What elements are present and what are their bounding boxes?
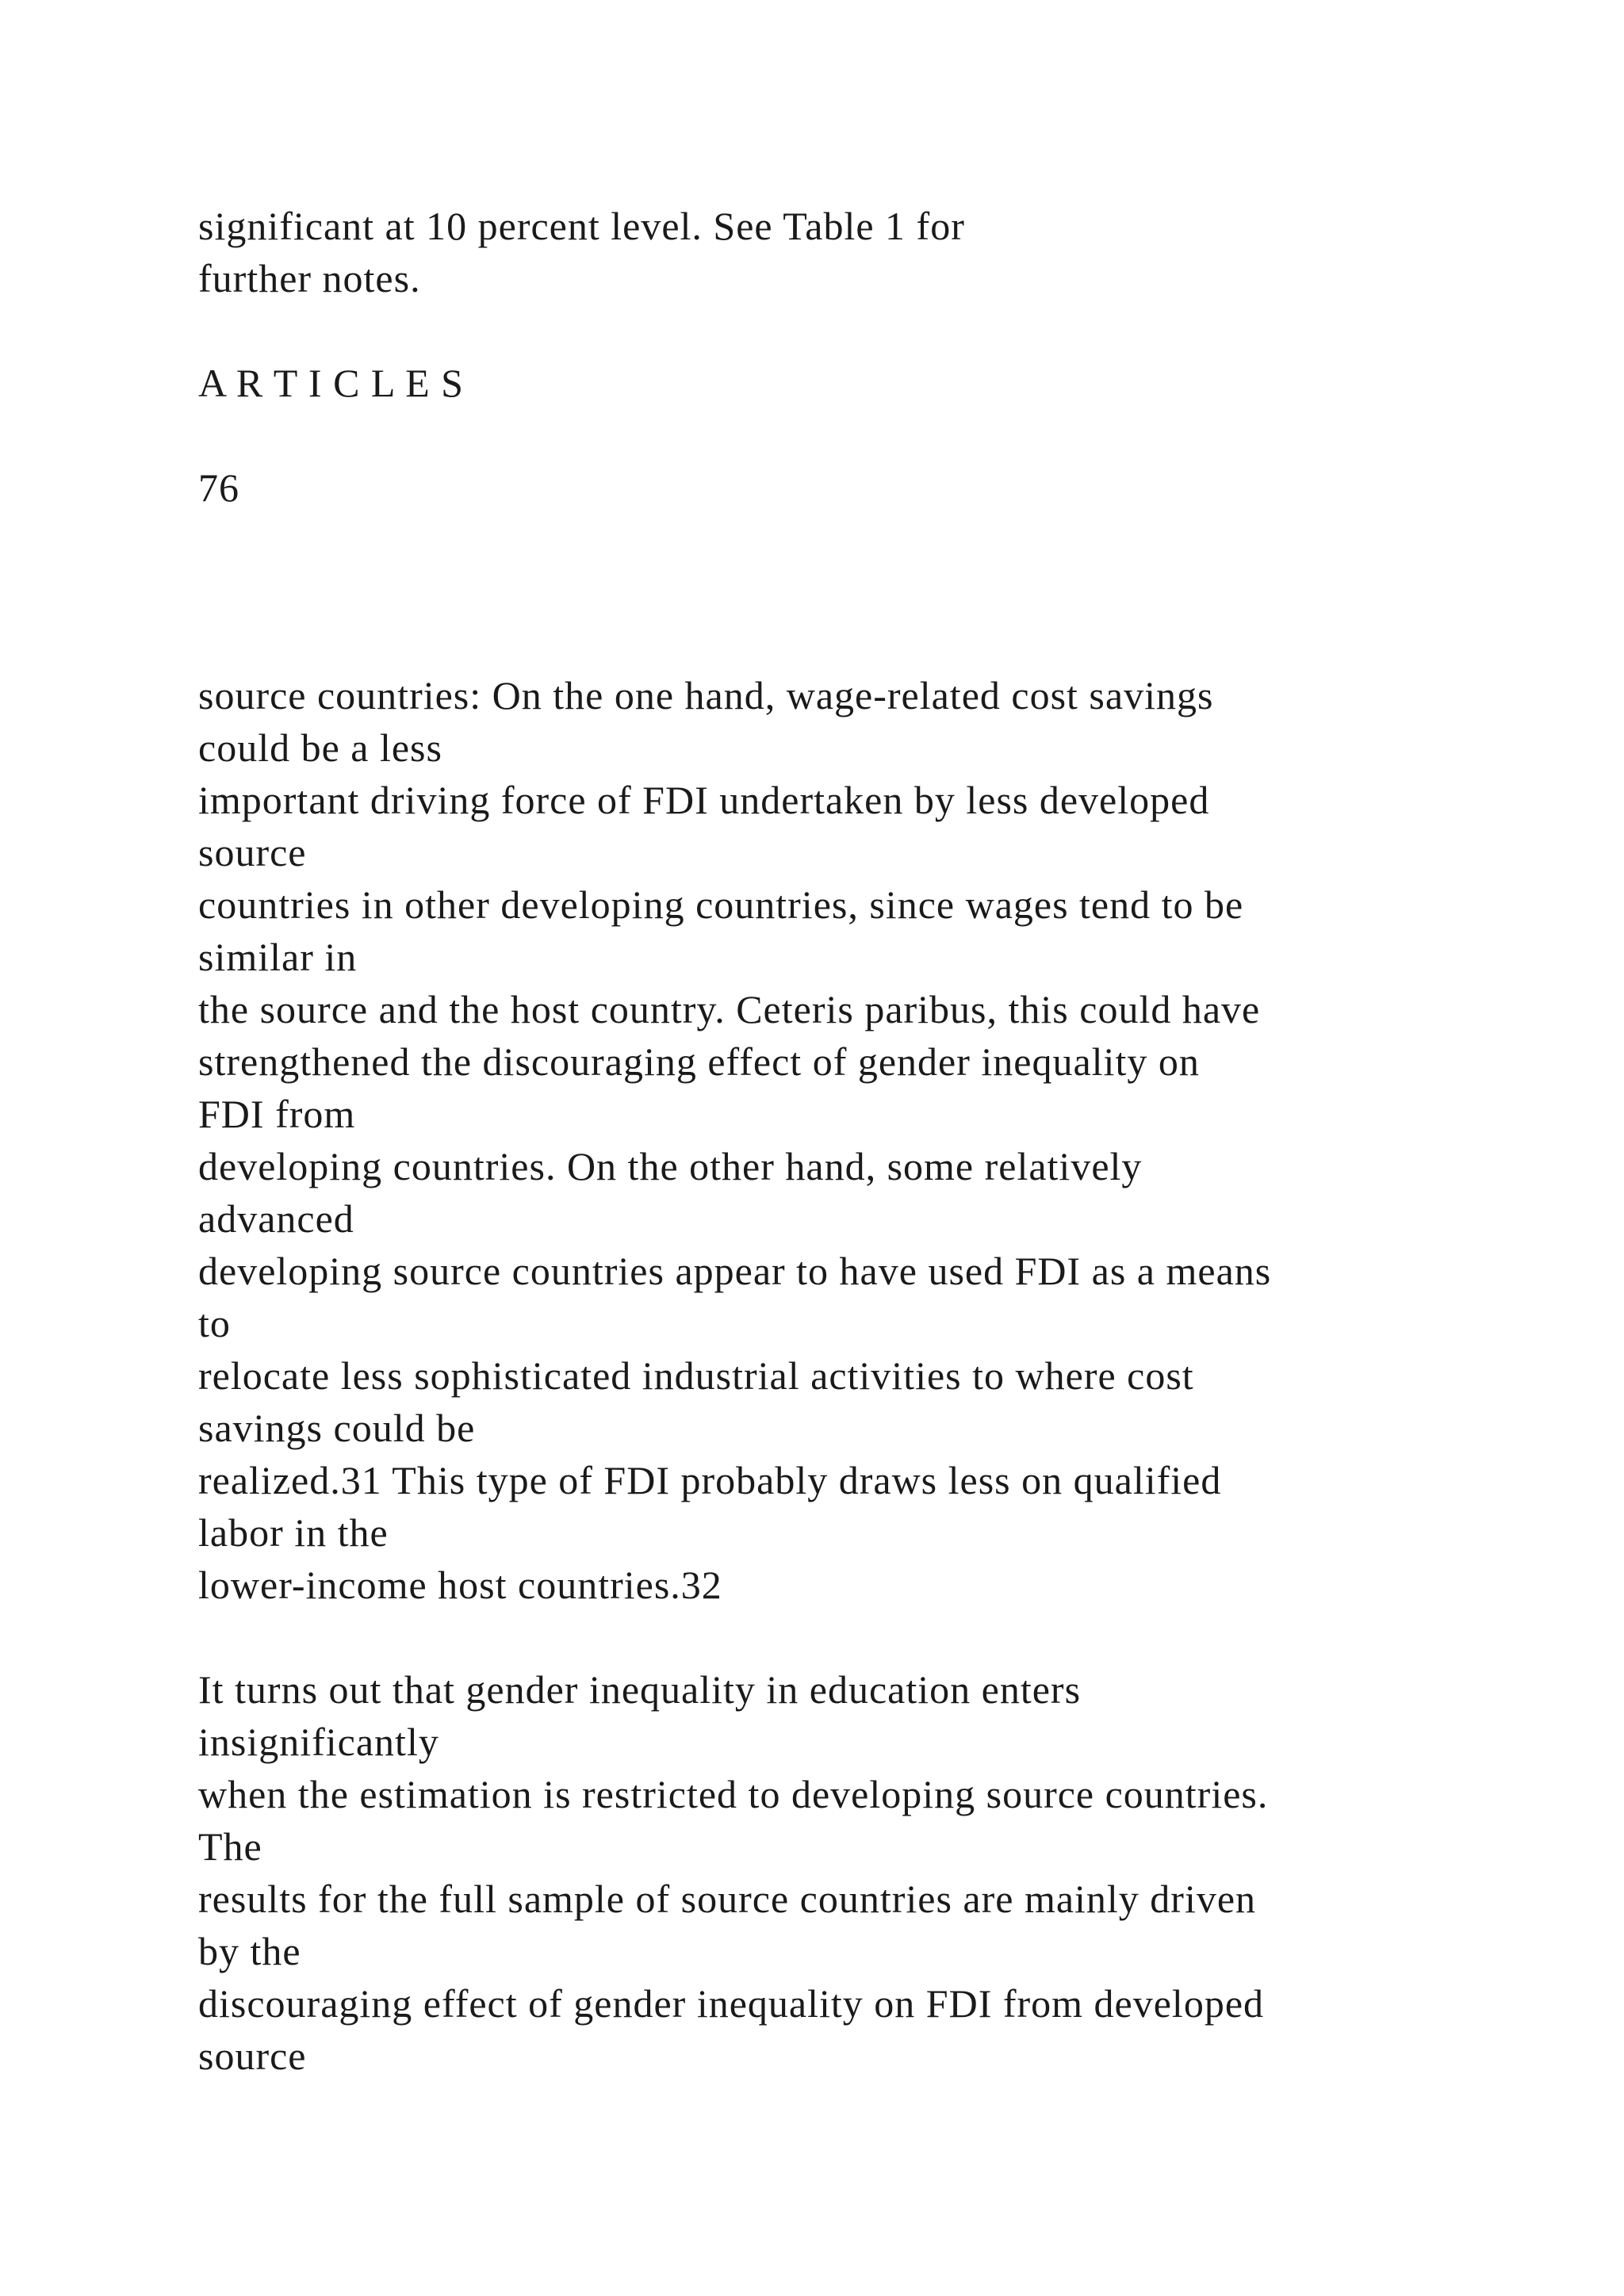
- text-line: results for the full sample of source countries are mainly driven: [198, 1877, 1257, 1921]
- text-line: source: [198, 2034, 307, 2078]
- text-line: savings could be: [198, 1406, 476, 1450]
- text-line: developing source countries appear to have used FDI as a means: [198, 1249, 1272, 1293]
- text-line: insignificantly: [198, 1720, 439, 1764]
- text-line: countries in other developing countries, since wages tend to be: [198, 882, 1244, 927]
- text-line: The: [198, 1824, 262, 1869]
- text-line: source: [198, 830, 307, 874]
- text-line: similar in: [198, 935, 358, 979]
- table-note: [198, 200, 1546, 304]
- text-line: could be a less: [198, 725, 442, 770]
- page-number: [198, 461, 1546, 514]
- text-line: It turns out that gender inequality in education enters: [198, 1667, 1082, 1712]
- text-line: the source and the host country. Ceteris paribus, this could have: [198, 987, 1261, 1031]
- paragraph-2: [198, 1663, 1546, 2082]
- text-line: important driving force of FDI undertaken by less developed: [198, 778, 1210, 822]
- text-line: by the: [198, 1929, 301, 1973]
- text-line: discouraging effect of gender inequality on FDI from developed: [198, 1981, 1265, 2026]
- text-line: labor in the: [198, 1510, 389, 1555]
- section-label-text: A R T I C L E S: [198, 361, 464, 405]
- text-line: when the estimation is restricted to developing source countries.: [198, 1772, 1269, 1816]
- text-line: relocate less sophisticated industrial activities to where cost: [198, 1353, 1194, 1398]
- text-line: further notes.: [198, 256, 421, 300]
- text-line: realized.31 This type of FDI probably draws less on qualified: [198, 1458, 1222, 1502]
- text-line: significant at 10 percent level. See Table 1 for: [198, 204, 965, 248]
- section-label: [198, 357, 1546, 409]
- text-line: FDI from: [198, 1092, 356, 1136]
- text-line: source countries: On the one hand, wage-related cost savings: [198, 673, 1214, 718]
- paragraph-1: [198, 669, 1546, 1611]
- text-line: to: [198, 1301, 231, 1345]
- text-line: lower-income host countries.32: [198, 1563, 722, 1607]
- text-line: advanced: [198, 1196, 354, 1241]
- text-line: developing countries. On the other hand, some relatively: [198, 1144, 1143, 1188]
- page-number-text: 76: [198, 465, 239, 510]
- text-line: strengthened the discouraging effect of gender inequality on: [198, 1039, 1200, 1084]
